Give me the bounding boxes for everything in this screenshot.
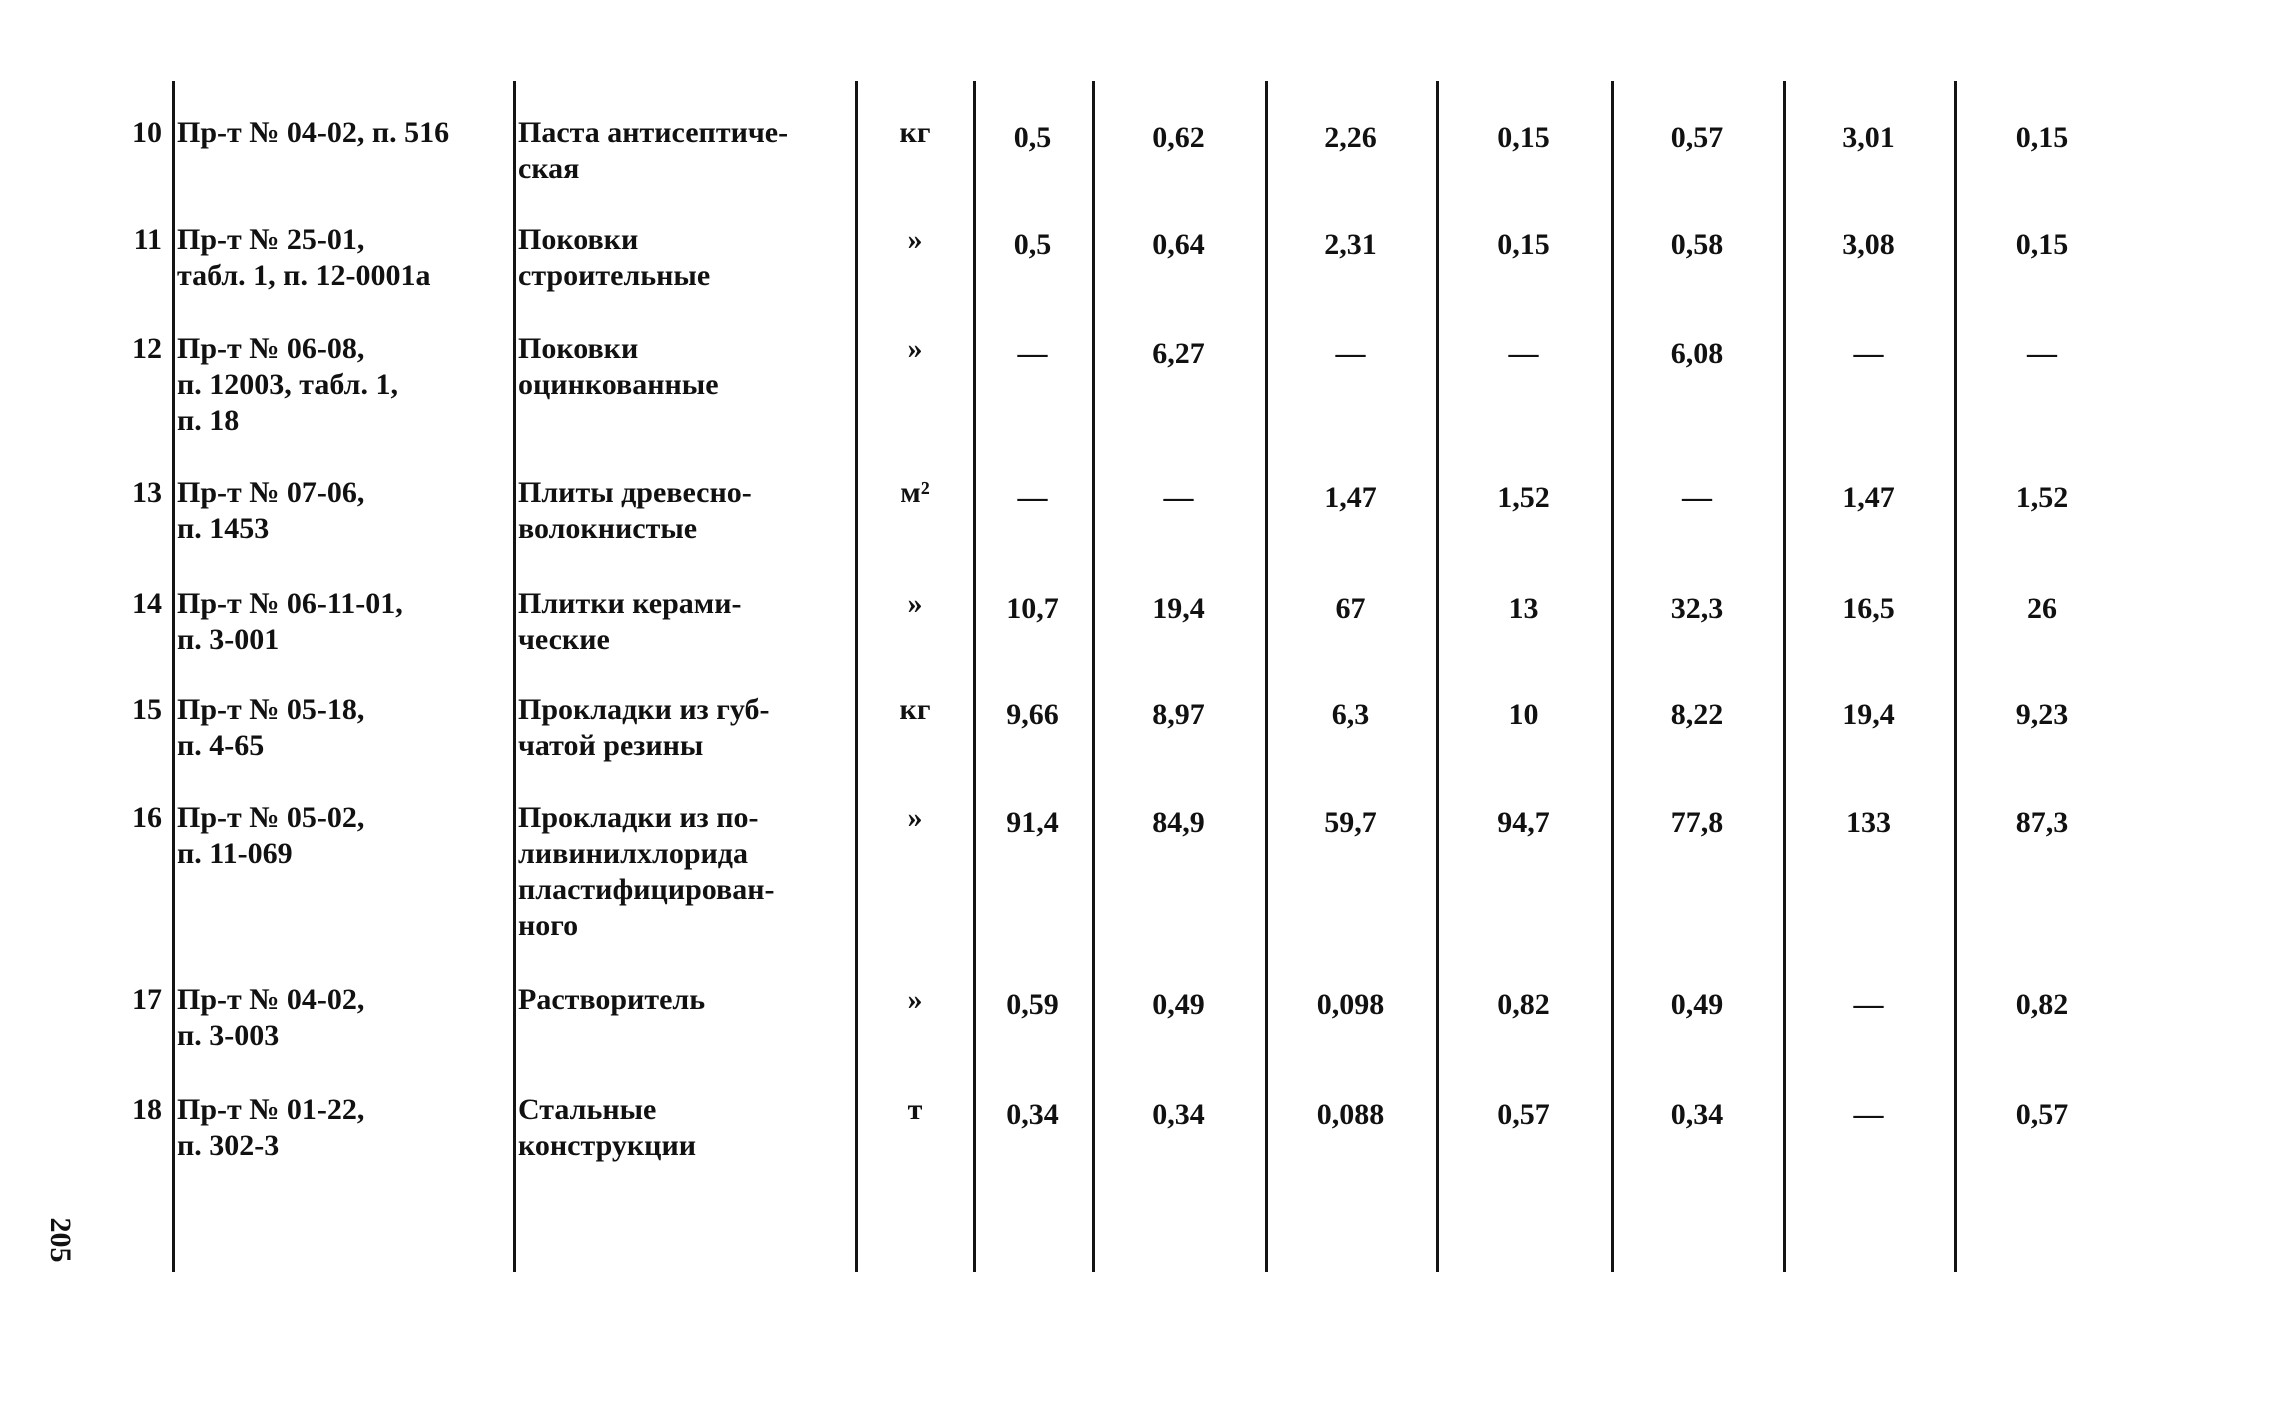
- reference-line: п. 11-069: [177, 837, 293, 870]
- page-number: 205: [44, 1217, 77, 1263]
- reference-line: Пр-т № 25-01,: [177, 223, 365, 256]
- material-name-line: строительные: [518, 259, 711, 292]
- material-name-line: Паста антисептиче-: [518, 116, 789, 149]
- reference-cell: [177, 115, 511, 151]
- value-cell: 13: [1508, 592, 1539, 625]
- value-cell: 0,088: [1316, 1098, 1385, 1131]
- reference-line: Пр-т № 05-18,: [177, 693, 365, 726]
- value-cell: 133: [1846, 806, 1891, 839]
- reference-cell: [177, 586, 511, 658]
- row-number: 17: [132, 983, 162, 1016]
- unit-cell: »: [907, 332, 923, 365]
- value-cell: 0,59: [1006, 988, 1059, 1021]
- value-cell: 87,3: [2015, 806, 2069, 839]
- unit-cell: »: [907, 223, 923, 256]
- reference-line: Пр-т № 01-22,: [177, 1093, 365, 1126]
- reference-line: п. 3-003: [177, 1019, 280, 1052]
- material-name-line: Поковки: [518, 332, 639, 365]
- reference-cell: [177, 331, 511, 439]
- reference-line: п. 4-65: [177, 729, 265, 762]
- reference-cell: [177, 222, 511, 294]
- value-cell: 0,82: [2015, 988, 2069, 1021]
- material-name-line: Плиты древесно-: [518, 476, 752, 509]
- material-name-cell: [518, 115, 852, 187]
- value-cell: 0,57: [1670, 121, 1724, 154]
- value-cell: 3,08: [1842, 228, 1895, 261]
- value-cell: 91,4: [1006, 806, 1059, 839]
- value-cell: 1,47: [1842, 481, 1895, 514]
- value-cell: —: [1853, 988, 1884, 1021]
- reference-cell: [177, 1092, 511, 1164]
- unit-cell: »: [907, 801, 923, 834]
- value-cell: 0,5: [1013, 228, 1052, 261]
- material-name-cell: [518, 586, 852, 658]
- material-name-cell: [518, 331, 852, 403]
- material-name-cell: [518, 692, 852, 764]
- value-cell: 19,4: [1152, 592, 1205, 625]
- reference-line: п. 18: [177, 404, 240, 437]
- row-number: 10: [132, 116, 162, 149]
- value-cell: 77,8: [1670, 806, 1724, 839]
- reference-line: п. 1453: [177, 512, 270, 545]
- value-cell: 0,49: [1152, 988, 1205, 1021]
- material-name-line: волокнистые: [518, 512, 698, 545]
- value-cell: 0,34: [1006, 1098, 1059, 1131]
- row-number: 12: [132, 332, 162, 365]
- value-cell: 0,34: [1152, 1098, 1205, 1131]
- reference-line: Пр-т № 04-02, п. 516: [177, 116, 450, 149]
- row-number: 15: [132, 693, 162, 726]
- reference-cell: [177, 692, 511, 764]
- material-name-line: ческие: [518, 623, 610, 656]
- value-cell: 9,23: [2015, 698, 2069, 731]
- value-cell: 0,098: [1316, 988, 1385, 1021]
- reference-cell: [177, 982, 511, 1054]
- value-cell: 0,15: [1497, 121, 1550, 154]
- value-cell: 32,3: [1670, 592, 1724, 625]
- value-cell: —: [1163, 481, 1194, 514]
- value-cell: 0,15: [1497, 228, 1550, 261]
- column-rule: [513, 81, 516, 1272]
- material-name-cell: [518, 222, 852, 294]
- value-cell: 0,57: [2015, 1098, 2069, 1131]
- value-cell: 8,97: [1152, 698, 1205, 731]
- value-cell: 0,57: [1497, 1098, 1550, 1131]
- value-cell: 0,15: [2015, 121, 2069, 154]
- value-cell: —: [1017, 481, 1048, 514]
- material-name-line: Прокладки из по-: [518, 801, 759, 834]
- value-cell: —: [1853, 337, 1884, 370]
- value-cell: 0,62: [1152, 121, 1205, 154]
- material-name-line: Растворитель: [518, 983, 706, 1016]
- value-cell: 67: [1335, 592, 1366, 625]
- reference-cell: [177, 800, 511, 872]
- material-name-cell: [518, 982, 852, 1018]
- value-cell: 26: [2027, 592, 2057, 625]
- unit-cell: »: [907, 587, 923, 620]
- row-number: 11: [133, 223, 162, 256]
- value-cell: 59,7: [1324, 806, 1377, 839]
- reference-line: п. 12003, табл. 1,: [177, 368, 398, 401]
- value-cell: 3,01: [1842, 121, 1895, 154]
- unit-cell: кг: [899, 693, 931, 726]
- value-cell: 10: [1508, 698, 1539, 731]
- reference-line: табл. 1, п. 12-0001а: [177, 259, 431, 292]
- value-cell: 2,26: [1324, 121, 1377, 154]
- reference-line: Пр-т № 04-02,: [177, 983, 365, 1016]
- material-name-line: Поковки: [518, 223, 639, 256]
- value-cell: 16,5: [1842, 592, 1895, 625]
- value-cell: 6,27: [1152, 337, 1205, 370]
- row-number: 14: [132, 587, 162, 620]
- row-number: 16: [132, 801, 162, 834]
- value-cell: 0,5: [1013, 121, 1052, 154]
- material-name-line: чатой резины: [518, 729, 704, 762]
- value-cell: —: [1017, 337, 1048, 370]
- value-cell: 19,4: [1842, 698, 1895, 731]
- value-cell: 2,31: [1324, 228, 1377, 261]
- value-cell: 6,08: [1670, 337, 1724, 370]
- material-name-cell: [518, 1092, 852, 1164]
- material-name-line: ного: [518, 909, 579, 942]
- reference-line: Пр-т № 06-08,: [177, 332, 365, 365]
- value-cell: 6,3: [1331, 698, 1370, 731]
- material-name-line: Прокладки из губ-: [518, 693, 770, 726]
- value-cell: 84,9: [1152, 806, 1205, 839]
- value-cell: 0,15: [2015, 228, 2069, 261]
- reference-line: Пр-т № 07-06,: [177, 476, 365, 509]
- reference-cell: [177, 475, 511, 547]
- unit-cell: м²: [900, 476, 930, 509]
- reference-line: п. 3-001: [177, 623, 280, 656]
- value-cell: 8,22: [1670, 698, 1724, 731]
- material-name-line: оцинкованные: [518, 368, 719, 401]
- value-cell: 9,66: [1006, 698, 1059, 731]
- value-cell: 0,82: [1497, 988, 1550, 1021]
- value-cell: —: [1335, 337, 1366, 370]
- material-name-line: пластифицирован-: [518, 873, 775, 906]
- row-number: 13: [132, 476, 162, 509]
- reference-line: Пр-т № 05-02,: [177, 801, 365, 834]
- value-cell: 94,7: [1497, 806, 1550, 839]
- value-cell: —: [1508, 337, 1539, 370]
- value-cell: 1,52: [2015, 481, 2069, 514]
- value-cell: 0,64: [1152, 228, 1205, 261]
- value-cell: —: [1682, 481, 1712, 514]
- row-number: 18: [132, 1093, 162, 1126]
- reference-line: Пр-т № 06-11-01,: [177, 587, 403, 620]
- unit-cell: »: [907, 983, 923, 1016]
- material-name-cell: [518, 800, 852, 944]
- column-rule: [172, 81, 175, 1272]
- material-name-line: конструкции: [518, 1129, 697, 1162]
- material-name-line: Стальные: [518, 1093, 657, 1126]
- value-cell: 0,58: [1670, 228, 1724, 261]
- reference-line: п. 302-3: [177, 1129, 280, 1162]
- value-cell: 0,49: [1670, 988, 1724, 1021]
- value-cell: —: [2027, 337, 2057, 370]
- value-cell: 10,7: [1006, 592, 1059, 625]
- value-cell: —: [1853, 1098, 1884, 1131]
- value-cell: 0,34: [1670, 1098, 1724, 1131]
- material-name-line: ская: [518, 152, 580, 185]
- material-name-line: ливинилхлорида: [518, 837, 748, 870]
- material-name-line: Плитки керами-: [518, 587, 742, 620]
- value-cell: 1,52: [1497, 481, 1550, 514]
- material-name-cell: [518, 475, 852, 547]
- unit-cell: т: [907, 1093, 923, 1126]
- unit-cell: кг: [899, 116, 931, 149]
- value-cell: 1,47: [1324, 481, 1377, 514]
